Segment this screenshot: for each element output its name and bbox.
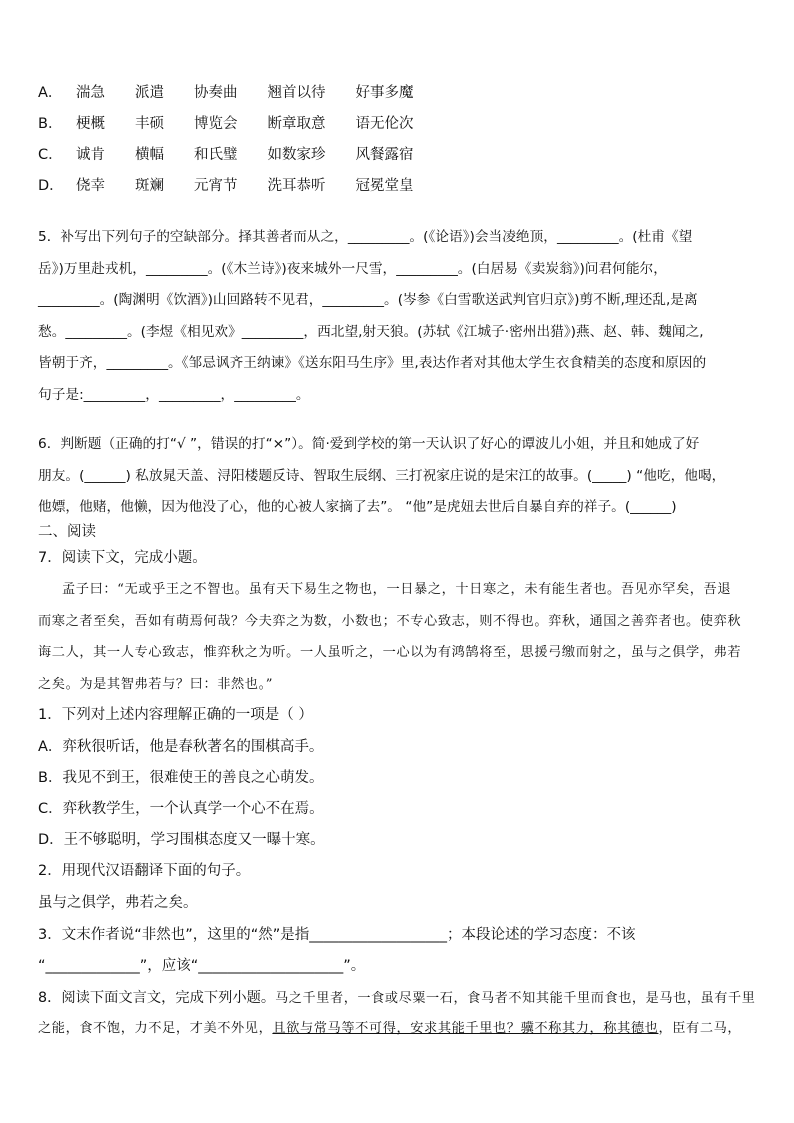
question-8-line bbox=[38, 1019, 741, 1039]
option-word: 好事多魔 bbox=[355, 85, 414, 101]
option-row-a bbox=[38, 83, 444, 103]
classical-passage-line: 诲二人，其一人专心致志，惟弈秋之为听。一人虽听之，一心以为有鸿鹄将至，思援弓缴而射之，虽与之俱学，弗若 bbox=[38, 645, 742, 660]
classical-passage-line: 孟子曰：“无或乎王之不智也。虽有天下易生之物也，一日暴之，十日寒之，未有能生者也。吾见亦罕矣，吾退 bbox=[62, 582, 732, 597]
classical-passage-line: 而寒之者至矣，吾如有萌焉何哉？今夫弈之为数，小数也；不专心致志，则不得也。弈秋，通国之善弈者也。使弈秋 bbox=[38, 614, 742, 629]
option-word: 梗概 bbox=[76, 116, 105, 132]
question-8-title: 8．阅读下面文言文，完成下列小题。 bbox=[38, 990, 276, 1006]
option-word: 冠冕堂皇 bbox=[355, 178, 414, 194]
option-word: 和氏璧 bbox=[194, 147, 238, 163]
option-word: 湍急 bbox=[76, 85, 105, 101]
question-6-line: 6．判断题（正确的打“√ ”，错误的打“×”）。简·爱到学校的第一天认识了好心的谭波儿小姐，并且和她成了好 bbox=[38, 436, 700, 452]
option-word: 断章取意 bbox=[267, 116, 326, 132]
option-word: 语无伦次 bbox=[355, 116, 414, 132]
sub-question-3: 3．文末作者说“非然也”，这里的“然”是指___________________；本段论述的学习态度：不该 bbox=[38, 927, 636, 943]
option-word: 侥幸 bbox=[76, 178, 105, 194]
choice-a: A．弈秋很听话，他是春秋著名的围棋高手。 bbox=[38, 739, 324, 755]
sub-question-1: 1．下列对上述内容理解正确的一项是（ ） bbox=[38, 707, 313, 723]
question-6-line: 他嫖，他赌，他懒，因为他没了心，他的心被人家摘了去”。 “他”是虎妞去世后自暴自弃的祥子。(______) bbox=[38, 499, 677, 515]
option-row-b bbox=[38, 114, 444, 134]
question-7-title: 7．阅读下文，完成小题。 bbox=[38, 550, 207, 566]
question-5-line: _________。(陶渊明《饮酒》)山回路转不见君，_________。(岑参《白雪歌送武判官归京》)剪不断,理还乱,是离 bbox=[38, 292, 698, 308]
classical-text: 之能，食不饱，力不足，才美不外见， bbox=[38, 1021, 273, 1036]
option-word: 诚肯 bbox=[76, 147, 105, 163]
choice-d: D．王不够聪明，学习围棋态度又一曝十寒。 bbox=[38, 832, 325, 848]
option-word: 翘首以待 bbox=[267, 85, 326, 101]
option-row-d bbox=[38, 176, 444, 196]
option-label: A． bbox=[38, 85, 63, 101]
classical-text: 马之千里者，一食或尽粟一石，食马者不知其能千里而食也，是马也，虽有千里 bbox=[275, 991, 756, 1006]
question-5-line: 句子是:_________，_________，_________。 bbox=[38, 387, 310, 403]
question-5-line: 愁。_________。(李煜《相见欢》_________，西北望,射天狼。(苏轼《江城子·密州出猎》)燕、赵、韩、魏闻之, bbox=[38, 324, 704, 340]
option-word: 协奏曲 bbox=[194, 85, 238, 101]
option-word: 如数家珍 bbox=[267, 147, 326, 163]
classical-text: ，臣有二马， bbox=[658, 1021, 742, 1036]
section-heading: 二、阅读 bbox=[38, 524, 96, 540]
question-5-line: 岳》)万里赴戎机，_________。(《木兰诗》)夜来城外一尺雪，_________。(白居易《卖炭翁》)问君何能尔， bbox=[38, 261, 667, 277]
option-word: 洗耳恭听 bbox=[267, 178, 326, 194]
question-8-line bbox=[38, 988, 755, 1009]
option-word: 丰硕 bbox=[135, 116, 164, 132]
translate-sentence: 虽与之俱学，弗若之矣。 bbox=[38, 895, 198, 911]
option-word: 博览会 bbox=[194, 116, 238, 132]
choice-b: B．我见不到王，很难使王的善良之心萌发。 bbox=[38, 770, 324, 786]
sub-question-3-cont: “_____________”，应该“____________________”。 bbox=[38, 958, 366, 974]
underlined-sentence: 且欲与常马等不可得，安求其能千里也？骥不称其力，称其德也 bbox=[272, 1021, 659, 1036]
option-row-c bbox=[38, 145, 444, 165]
option-word: 横幅 bbox=[135, 147, 164, 163]
option-label: B． bbox=[38, 116, 63, 132]
option-label: D． bbox=[38, 178, 64, 194]
option-word: 派遣 bbox=[135, 85, 164, 101]
option-word: 风餐露宿 bbox=[355, 147, 414, 163]
option-label: C． bbox=[38, 147, 63, 163]
classical-passage-line: 之矣。为是其智弗若与？曰：非然也。” bbox=[38, 677, 274, 692]
question-5-line: 5．补写出下列句子的空缺部分。择其善者而从之，_________。(《论语》)会当凌绝顶，_________。(杜甫《望 bbox=[38, 229, 693, 245]
sub-question-2: 2．用现代汉语翻译下面的句子。 bbox=[38, 863, 251, 879]
option-word: 斑斓 bbox=[135, 178, 164, 194]
question-5-line: 皆朝于齐，_________。《邹忌讽齐王纳谏》《送东阳马生序》里,表达作者对其他太学生衣食精美的态度和原因的 bbox=[38, 355, 707, 371]
question-6-line: 朋友。(______) 私放晁天盖、浔阳楼题反诗、智取生辰纲、三打祝家庄说的是宋江的故事。(_____) “他吃，他喝， bbox=[38, 468, 726, 484]
choice-c: C．弈秋教学生，一个认真学一个心不在焉。 bbox=[38, 801, 324, 817]
option-word: 元宵节 bbox=[194, 178, 238, 194]
